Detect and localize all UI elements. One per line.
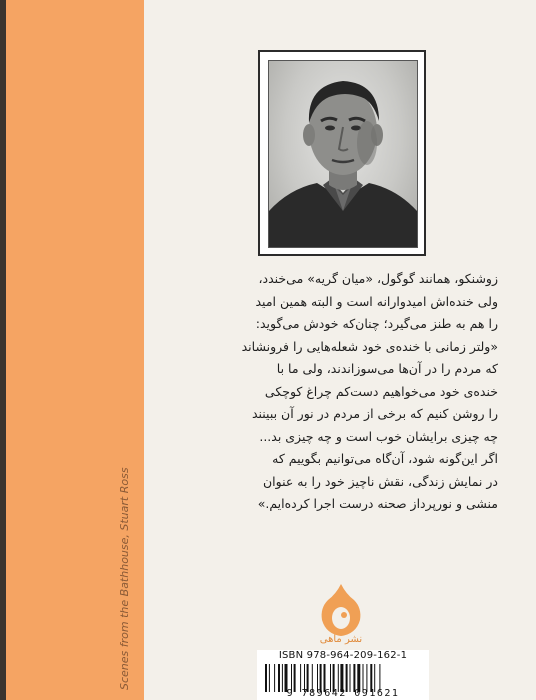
barcode-digits: 9 789642 091621 (286, 688, 400, 699)
publisher-logo-icon (316, 580, 366, 640)
publisher-name: نشر ماهی (319, 634, 363, 645)
blurb-line: را روشن کنیم که برخی از مردم در نور آن ببینند (251, 406, 498, 421)
back-cover-blurb (186, 268, 498, 516)
blurb-line: «ولتر زمانی با خنده‌ی خود شعله‌هایی را فرونشاند (241, 338, 498, 354)
blurb-line: زوشنکو، همانند گوگول، «میان گریه» می‌خندد، (258, 271, 498, 286)
spine-credit: Scenes from the Bathhouse, Stuart Ross (118, 467, 131, 690)
blurb-line: چه چیزی برایشان خوب است و چه چیزی بد... (259, 428, 498, 444)
isbn-number: ISBN 978-964-209-162-1 (278, 650, 408, 661)
blurb-line: خنده‌ی خود می‌خواهیم دست‌کم چراغ کوچکی (264, 383, 498, 399)
blurb-line: ولی خنده‌اش امیدوارانه است و البته همین امید (255, 293, 498, 309)
barcode-label (257, 650, 429, 700)
blurb-line: اگر این‌گونه شود، آن‌گاه می‌توانیم بگوییم که (272, 451, 498, 466)
author-portrait-frame (258, 50, 426, 256)
blurb-line: منشی و نورپرداز صحنه درست اجرا کرده‌ایم.» (257, 496, 498, 511)
blurb-line: را هم به طنز می‌گیرد؛ چنان‌که خودش می‌گوید: (255, 316, 498, 331)
author-portrait (268, 60, 418, 248)
portrait-illustration (269, 61, 417, 247)
blurb-line: در نمایش زندگی، نقش ناچیز خود را به عنوان (262, 473, 498, 489)
blurb-line: که مردم را در آن‌ها می‌سوزاندند، ولی ما با (276, 361, 498, 376)
